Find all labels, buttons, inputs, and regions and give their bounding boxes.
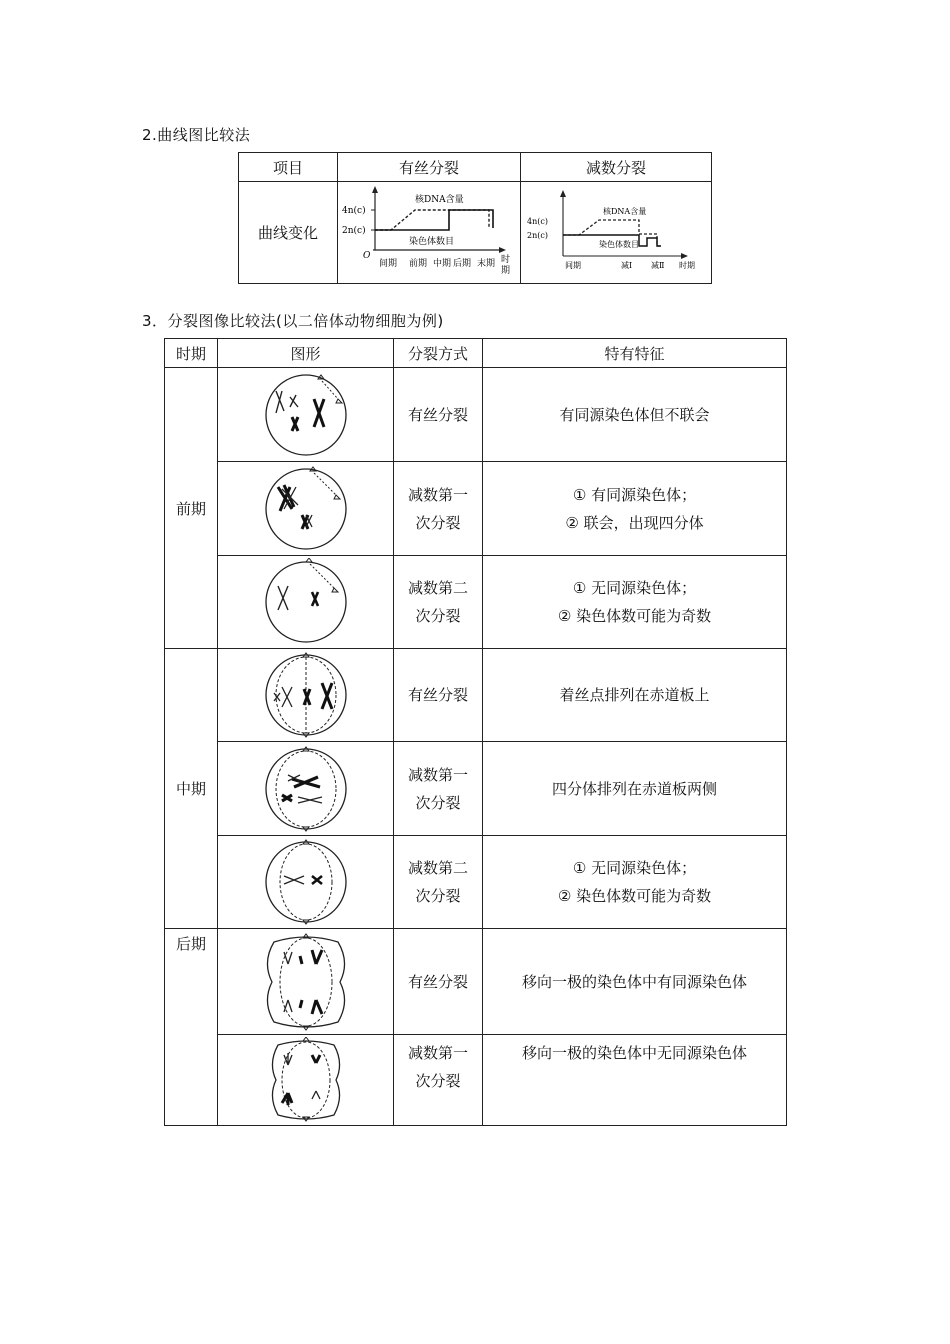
meiosis2-prophase-figure — [226, 558, 386, 646]
stage-prophase: 前期 — [165, 368, 218, 649]
method-cell — [394, 556, 483, 649]
method-line: 减数第二 — [407, 859, 468, 877]
cell-figure — [218, 836, 394, 929]
method-line: 有丝分裂 — [407, 686, 468, 704]
method-line: 次分裂 — [415, 513, 461, 532]
method-line: 减数第一 — [407, 765, 468, 784]
mitosis-curve-chart — [339, 184, 519, 282]
method-line: 次分裂 — [415, 793, 461, 812]
feature-line: 移向一极的染色体中无同源染色体 — [521, 1044, 747, 1062]
method-line: 减数第二 — [407, 579, 468, 597]
meiosis-x-tick: 间期 — [565, 260, 581, 270]
method-cell — [394, 1035, 483, 1126]
feature-line: ② 联会，出现四分体 — [565, 513, 704, 532]
feature-line: ① 有同源染色体； — [572, 485, 697, 504]
feature-cell — [483, 836, 787, 929]
method-cell — [394, 742, 483, 836]
method-cell — [394, 462, 483, 556]
feature-cell — [483, 556, 787, 649]
mitosis-dna-label: 核DNA含量 — [415, 194, 464, 205]
mitosis-x-tick: 末期 — [477, 258, 496, 269]
cell-figure — [218, 929, 394, 1035]
feature-cell — [483, 368, 787, 462]
section-3-heading: 3．分裂图像比较法(以二倍体动物细胞为例) — [142, 312, 444, 330]
meiosis-chromosome-label: 染色体数目 — [599, 239, 639, 249]
table1-row-label: 曲线变化 — [239, 182, 338, 284]
mitosis-origin: O — [363, 250, 371, 261]
feature-line: ① 无同源染色体； — [572, 579, 697, 597]
table2-header-method: 分裂方式 — [394, 339, 483, 368]
feature-line: ① 无同源染色体； — [572, 859, 697, 877]
mitosis-x-tick: 后期 — [453, 258, 472, 269]
meiosis-curve-chart — [523, 184, 709, 282]
table2-header-figure: 图形 — [218, 339, 394, 368]
meiosis-dna-label: 核DNA含量 — [603, 206, 647, 216]
meiosis2-metaphase-figure — [226, 838, 386, 926]
meiosis-curve-cell — [521, 182, 712, 284]
table1-header-mitosis: 有丝分裂 — [338, 153, 521, 182]
meiosis1-metaphase-figure — [226, 745, 386, 833]
mitosis-x-tick: 前期 — [409, 258, 428, 269]
feature-line: 移向一极的染色体中有同源染色体 — [521, 972, 747, 991]
cell-image-comparison-table — [164, 338, 787, 1126]
table1-header-meiosis: 减数分裂 — [521, 153, 712, 182]
meiosis1-anaphase-figure — [226, 1037, 386, 1123]
mitosis-y-tick-2n: 2n(c) — [342, 225, 366, 236]
table2-header-stage: 时期 — [165, 339, 218, 368]
method-line: 次分裂 — [415, 887, 461, 905]
mitosis-x-axis-label: 时 — [501, 254, 511, 265]
feature-line: 有同源染色体但不联会 — [559, 405, 710, 424]
feature-cell — [483, 742, 787, 836]
curve-comparison-table — [238, 152, 712, 284]
cell-figure — [218, 368, 394, 462]
cell-figure — [218, 649, 394, 742]
feature-cell — [483, 1035, 787, 1126]
stage-metaphase: 中期 — [165, 649, 218, 929]
mitosis-anaphase-figure — [226, 932, 386, 1032]
cell-figure — [218, 462, 394, 556]
mitosis-metaphase-figure — [226, 651, 386, 739]
feature-line: ② 染色体数可能为奇数 — [557, 887, 712, 905]
method-line: 减数第一 — [407, 1044, 468, 1062]
mitosis-prophase-figure — [226, 371, 386, 459]
method-line: 次分裂 — [415, 607, 461, 625]
method-cell — [394, 649, 483, 742]
stage-anaphase: 后期 — [165, 929, 218, 1126]
method-line: 次分裂 — [415, 1072, 461, 1090]
meiosis-x-tick: 减Ⅰ — [621, 260, 633, 270]
meiosis-y-tick-2n: 2n(c) — [527, 230, 548, 240]
table1-header-item: 项目 — [239, 153, 338, 182]
mitosis-y-tick-4n: 4n(c) — [342, 205, 366, 216]
table2-header-feature: 特有特征 — [483, 339, 787, 368]
meiosis-x-tick: 时期 — [679, 260, 695, 270]
feature-line: ② 染色体数可能为奇数 — [557, 607, 712, 625]
meiosis1-prophase-figure — [226, 465, 386, 553]
feature-line: 四分体排列在赤道板两侧 — [551, 779, 717, 798]
method-line: 减数第一 — [407, 485, 468, 504]
cell-figure — [218, 556, 394, 649]
method-cell — [394, 368, 483, 462]
meiosis-y-tick-4n: 4n(c) — [527, 216, 548, 226]
method-cell — [394, 929, 483, 1035]
mitosis-x-tick: 中期 — [433, 258, 452, 269]
feature-cell — [483, 929, 787, 1035]
mitosis-chromosome-label: 染色体数目 — [409, 236, 455, 247]
section-2-heading: 2.曲线图比较法 — [142, 126, 251, 144]
feature-cell — [483, 462, 787, 556]
method-cell — [394, 836, 483, 929]
feature-line: 着丝点排列在赤道板上 — [559, 686, 710, 704]
mitosis-curve-cell — [338, 182, 521, 284]
meiosis-x-tick: 减Ⅱ — [651, 260, 665, 270]
cell-figure — [218, 742, 394, 836]
mitosis-x-tick: 间期 — [379, 258, 398, 269]
method-line: 有丝分裂 — [407, 972, 468, 991]
cell-figure — [218, 1035, 394, 1126]
method-line: 有丝分裂 — [407, 405, 468, 424]
feature-cell — [483, 649, 787, 742]
mitosis-x-axis-label: 期 — [501, 265, 511, 276]
